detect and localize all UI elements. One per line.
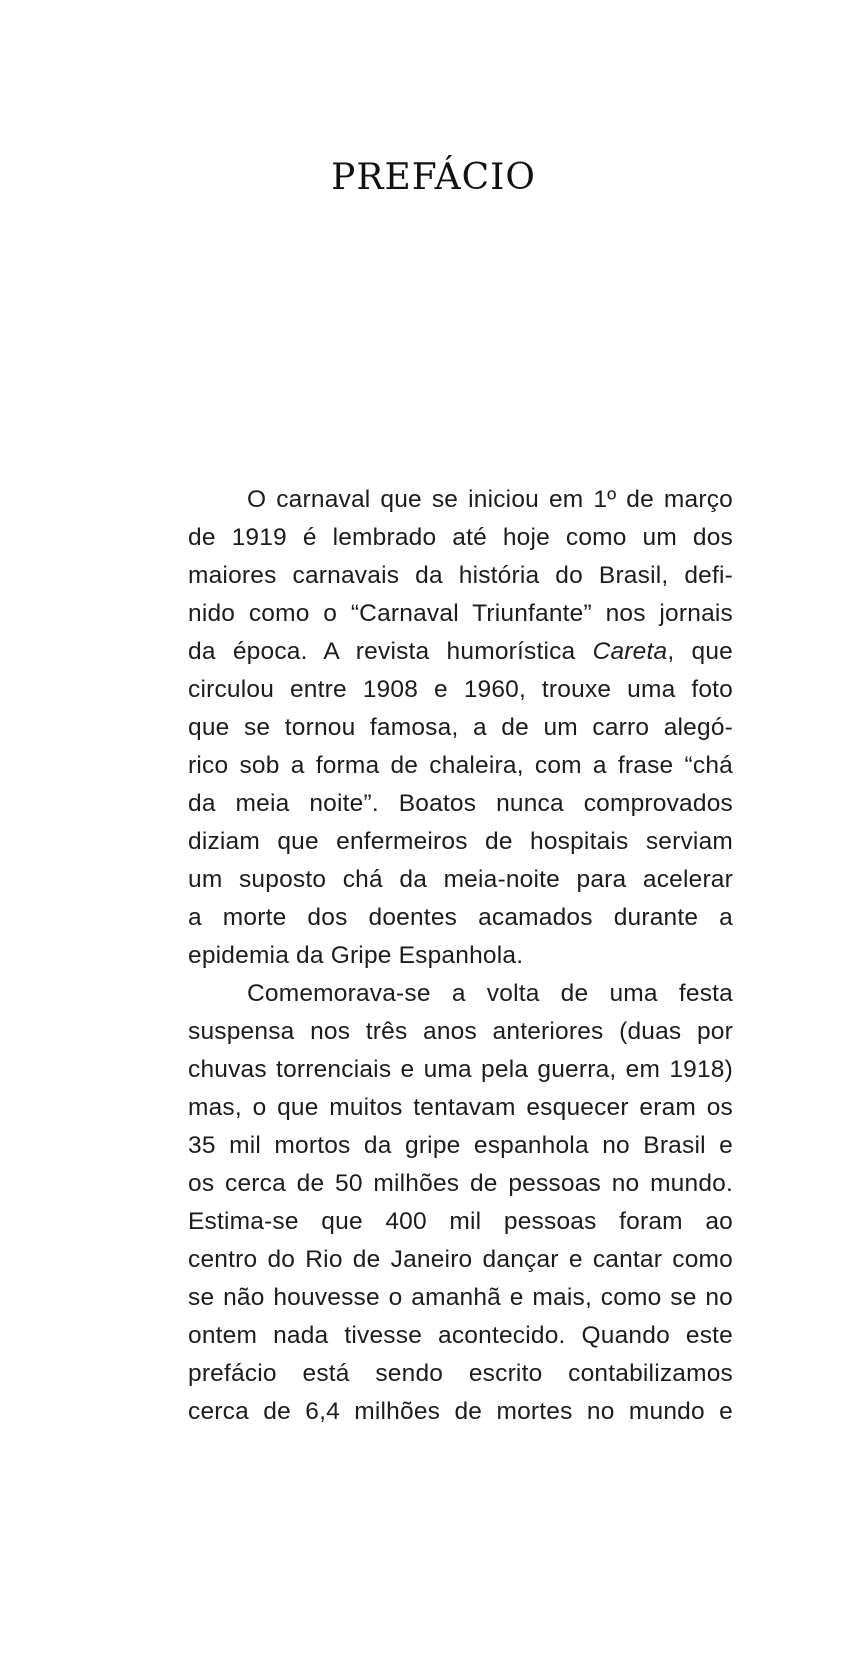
text-line: mas, o que muitos tentavam esquecer eram os xyxy=(188,1094,733,1121)
text-line: de 1919 é lembrado até hoje como um dos xyxy=(188,524,733,551)
text-line: epidemia da Gripe Espanhola. xyxy=(188,942,524,969)
text-line: chuvas torrenciais e uma pela guerra, em 1918) xyxy=(188,1056,733,1083)
magazine-title-italic: Careta xyxy=(592,638,668,665)
page-title: PREFÁCIO xyxy=(331,157,536,198)
text-line: maiores carnavais da história do Brasil, defi- xyxy=(188,562,733,589)
text-line: Estima-se que 400 mil pessoas foram ao xyxy=(188,1208,733,1235)
text-segment: da época. A revista humorística xyxy=(188,638,593,665)
paragraph-1 xyxy=(188,481,733,975)
text-line-with-italic xyxy=(188,633,733,671)
text-line: suspensa nos três anos anteriores (duas por xyxy=(188,1018,733,1045)
text-line: prefácio está sendo escrito contabilizamos xyxy=(188,1360,733,1387)
paragraph-2 xyxy=(188,975,733,1431)
text-line: se não houvesse o amanhã e mais, como se no xyxy=(188,1284,733,1311)
text-line: cerca de 6,4 milhões de mortes no mundo e xyxy=(188,1398,733,1425)
text-line: Comemorava-se a volta de uma festa xyxy=(247,980,733,1007)
text-line: 35 mil mortos da gripe espanhola no Brasil e xyxy=(188,1132,733,1159)
text-line: diziam que enfermeiros de hospitais serviam xyxy=(188,828,733,855)
text-line: rico sob a forma de chaleira, com a frase “chá xyxy=(188,752,733,779)
text-line: que se tornou famosa, a de um carro alegó- xyxy=(188,714,733,741)
text-line: centro do Rio de Janeiro dançar e cantar como xyxy=(188,1246,733,1273)
text-line: ontem nada tivesse acontecido. Quando este xyxy=(188,1322,733,1349)
text-line: da meia noite”. Boatos nunca comprovados xyxy=(188,790,733,817)
preface-body xyxy=(188,481,733,1431)
text-line: O carnaval que se iniciou em 1º de março xyxy=(247,486,733,513)
text-line: nido como o “Carnaval Triunfante” nos jornais xyxy=(188,600,733,627)
text-segment: , que xyxy=(667,638,733,665)
text-line: os cerca de 50 milhões de pessoas no mundo. xyxy=(188,1170,733,1197)
text-line: a morte dos doentes acamados durante a xyxy=(188,904,733,931)
text-line: circulou entre 1908 e 1960, trouxe uma foto xyxy=(188,676,733,703)
text-line: um suposto chá da meia-noite para acelerar xyxy=(188,866,733,893)
